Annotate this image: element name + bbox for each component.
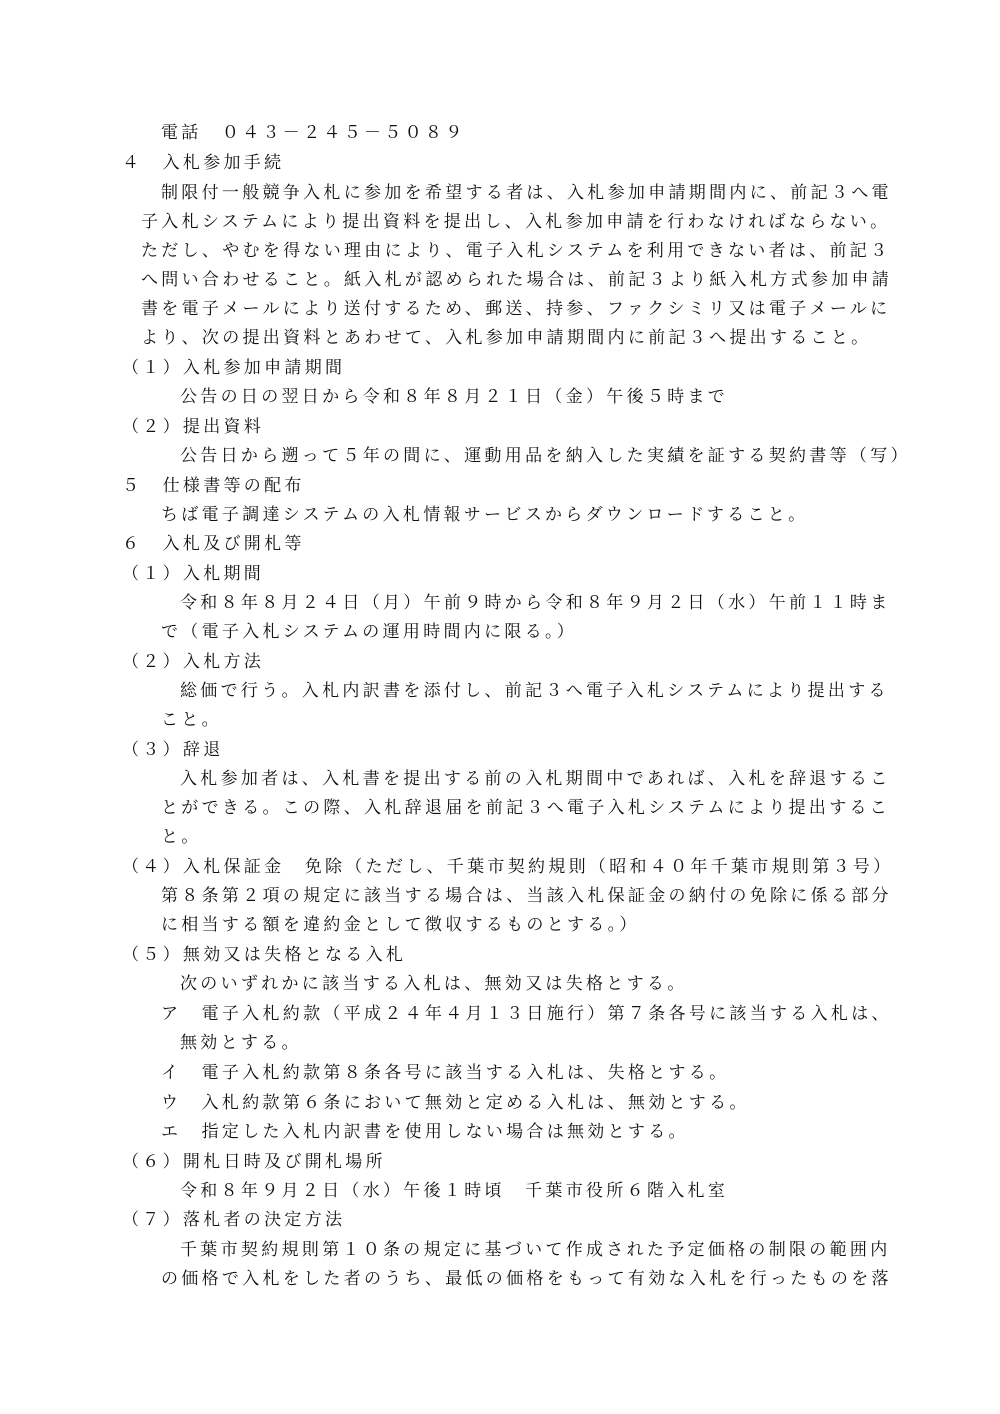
subsection-heading: （２）入札方法 — [122, 652, 265, 672]
list-item: ウ 入札約款第６条において無効と定める入札は、無効とする。 — [161, 1093, 750, 1113]
subsection-heading: （３）辞退 — [122, 740, 224, 760]
section-6-heading: ６ 入札及び開札等 — [122, 534, 305, 554]
subsection-heading: （６）開札日時及び開札場所 — [122, 1152, 386, 1172]
list-item-continuation: 無効とする。 — [180, 1033, 302, 1053]
list-item: ア 電子入札約款（平成２４年４月１３日施行）第７条各号に該当する入札は、 — [161, 1004, 892, 1024]
subsection-body: 総価で行う。入札内訳書を添付し、前記３へ電子入札システムにより提出する — [180, 681, 889, 701]
subsection-body: 令和８年９月２日（水）午後１時頃 千葉市役所６階入札室 — [180, 1181, 729, 1201]
subsection-body: に相当する額を違約金として徴収するものとする。） — [161, 915, 640, 935]
subsection-body: 令和８年８月２４日（月）午前９時から令和８年９月２日（水）午前１１時ま — [180, 593, 891, 613]
subsection-body: の価格で入札をした者のうち、最低の価格をもって有効な入札を行ったものを落 — [161, 1269, 892, 1289]
subsection-body: 公告の日の翌日から令和８年８月２１日（金）午後５時まで — [180, 387, 729, 407]
section-5-body: ちば電子調達システムの入札情報サービスからダウンロードすること。 — [161, 505, 809, 525]
section-4-paragraph-line: へ問い合わせること。紙入札が認められた場合は、前記３より紙入札方式参加申請 — [141, 270, 893, 290]
subsection-heading: （４）入札保証金 免除（ただし、千葉市契約規則（昭和４０年千葉市規則第３号） — [122, 857, 894, 877]
subsection-body: とができる。この際、入札辞退届を前記３へ電子入札システムにより提出するこ — [161, 798, 891, 818]
section-4-heading: ４ 入札参加手続 — [122, 153, 285, 173]
section-4-paragraph-line: 制限付一般競争入札に参加を希望する者は、入札参加申請期間内に、前記３へ電 — [161, 183, 892, 203]
section-4-paragraph-line: 子入札システムにより提出資料を提出し、入札参加申請を行わなければならない。 — [141, 212, 891, 232]
subsection-body: 千葉市契約規則第１０条の規定に基づいて作成された予定価格の制限の範囲内 — [180, 1240, 891, 1260]
subsection-body: で（電子入札システムの運用時間内に限る。） — [161, 622, 578, 642]
section-4-paragraph-line: ただし、やむを得ない理由により、電子入札システムを利用できない者は、前記３ — [141, 241, 891, 261]
subsection-body: こと。 — [161, 710, 222, 730]
subsection-body: 入札参加者は、入札書を提出する前の入札期間中であれば、入札を辞退するこ — [180, 769, 891, 789]
subsection-heading: （１）入札参加申請期間 — [122, 358, 346, 378]
subsection-body: 第８条第２項の規定に該当する場合は、当該入札保証金の納付の免除に係る部分 — [161, 886, 892, 906]
phone-line: 電話 ０４３－２４５－５０８９ — [161, 123, 466, 143]
subsection-body: 次のいずれかに該当する入札は、無効又は失格とする。 — [180, 974, 688, 994]
subsection-heading: （２）提出資料 — [122, 417, 265, 437]
section-5-heading: ５ 仕様書等の配布 — [122, 476, 305, 496]
subsection-body: と。 — [161, 827, 202, 847]
subsection-heading: （５）無効又は失格となる入札 — [122, 945, 407, 965]
subsection-heading: （１）入札期間 — [122, 564, 265, 584]
list-item: エ 指定した入札内訳書を使用しない場合は無効とする。 — [161, 1122, 689, 1142]
section-4-paragraph-line: 書を電子メールにより送付するため、郵送、持参、ファクシミリ又は電子メールに — [141, 299, 891, 319]
subsection-heading: （７）落札者の決定方法 — [122, 1210, 346, 1230]
list-item: イ 電子入札約款第８条各号に該当する入札は、失格とする。 — [161, 1063, 730, 1083]
section-4-paragraph-line: より、次の提出資料とあわせて、入札参加申請期間内に前記３へ提出すること。 — [141, 328, 872, 348]
subsection-body: 公告日から遡って５年の間に、運動用品を納入した実績を証する契約書等（写） — [180, 446, 911, 466]
